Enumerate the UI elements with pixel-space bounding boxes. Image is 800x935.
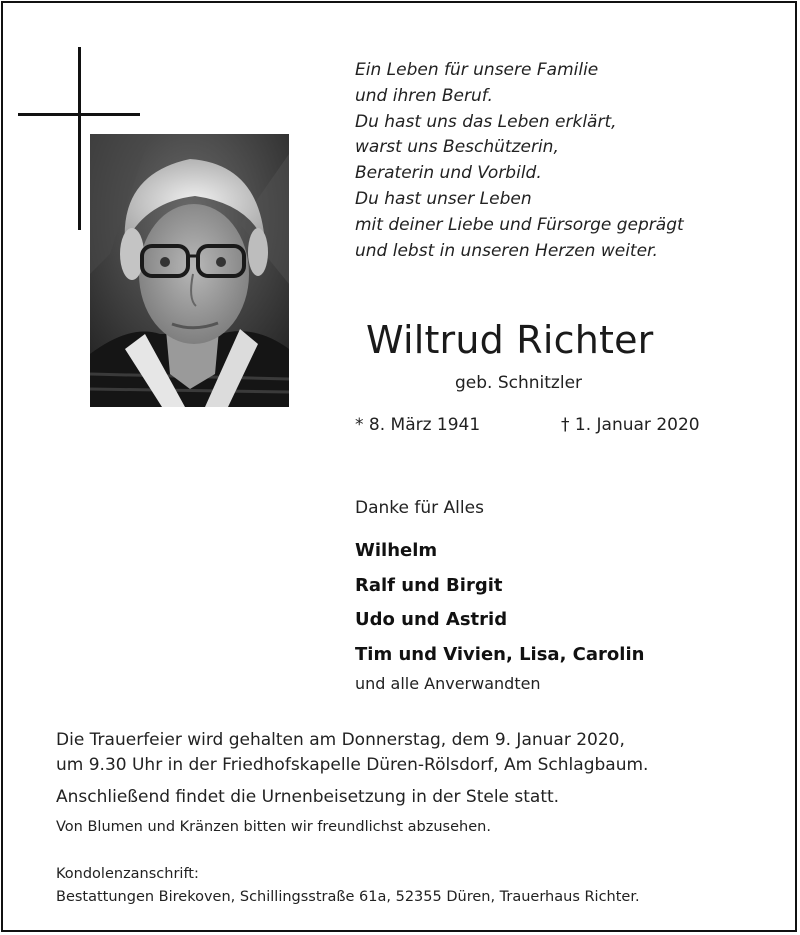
mourner-name: Wilhelm xyxy=(355,540,438,561)
poem-line: Beraterin und Vorbild. xyxy=(355,163,542,184)
deceased-name: Wiltrud Richter xyxy=(366,318,654,362)
poem-line: Ein Leben für unsere Familie xyxy=(355,60,599,80)
mourners-list xyxy=(355,534,644,673)
poem-line: und lebst in unseren Herzen weiter. xyxy=(355,240,658,261)
urn-burial-info: Anschließend findet die Urnenbeisetzung in der Stele statt. xyxy=(56,787,560,807)
cross-vertical-bar xyxy=(78,47,81,230)
poem-line: warst uns Beschützerin, xyxy=(355,137,559,158)
service-line: Die Trauerfeier wird gehalten am Donnerstag, dem 9. Januar 2020, xyxy=(56,730,625,750)
poem-line: Du hast unser Leben xyxy=(355,188,532,209)
service-line: um 9.30 Uhr in der Friedhofskapelle Düren-Rölsdorf, Am Schlagbaum. xyxy=(56,755,649,775)
portrait-photo xyxy=(90,134,289,407)
condolence-label: Kondolenzanschrift: xyxy=(56,866,199,882)
thanks-line: Danke für Alles xyxy=(355,498,484,518)
memorial-poem xyxy=(355,58,755,264)
relatives-line: und alle Anverwandten xyxy=(355,674,541,693)
flowers-note: Von Blumen und Kränzen bitten wir freundlichst abzusehen. xyxy=(56,819,491,835)
poem-line: und ihren Beruf. xyxy=(355,85,493,106)
cross-horizontal-bar xyxy=(18,113,140,116)
maiden-name: geb. Schnitzler xyxy=(455,373,583,393)
mourner-name: Tim und Vivien, Lisa, Carolin xyxy=(355,644,645,666)
birth-date: * 8. März 1941 xyxy=(355,415,481,435)
condolence-address: Bestattungen Birekoven, Schillingsstraße 61a, 52355 Düren, Trauerhaus Richter. xyxy=(56,889,640,905)
poem-line: Du hast uns das Leben erklärt, xyxy=(355,111,617,132)
poem-line: mit deiner Liebe und Fürsorge geprägt xyxy=(355,214,684,235)
mourner-name: Udo und Astrid xyxy=(355,609,508,631)
service-info xyxy=(56,728,648,778)
portrait-photo-drawing xyxy=(90,134,289,407)
mourner-name: Ralf und Birgit xyxy=(355,574,503,596)
death-date: † 1. Januar 2020 xyxy=(561,415,700,435)
